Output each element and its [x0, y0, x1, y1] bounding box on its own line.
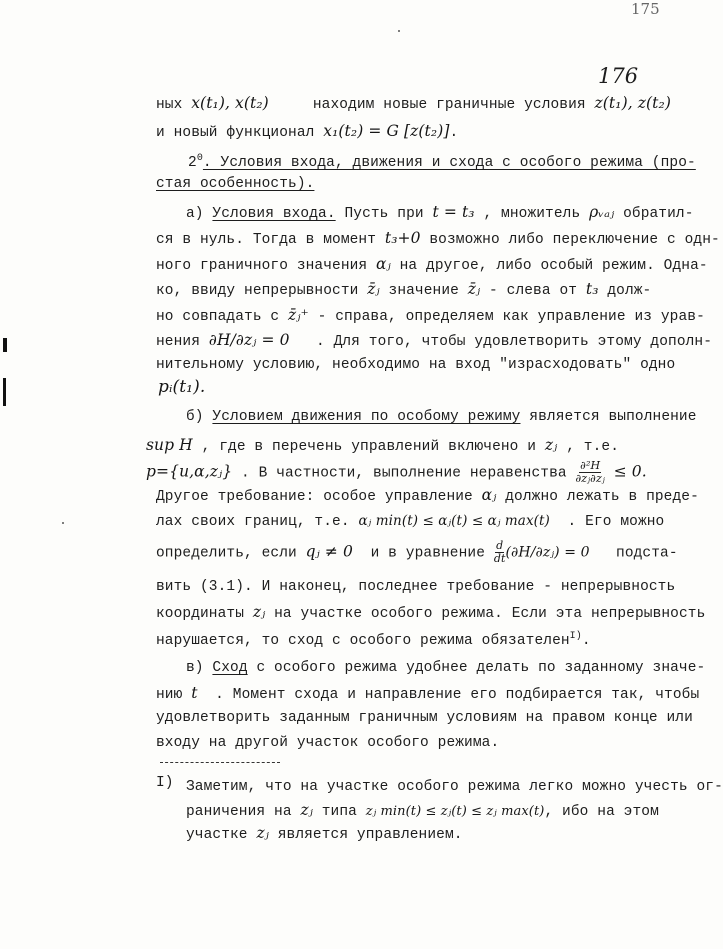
formula: z̄ⱼ⁺ — [288, 306, 309, 324]
formula: t₃+0 — [384, 229, 421, 247]
formula: zⱼ — [256, 824, 269, 842]
text-line: но совпадать с z̄ⱼ⁺ - справа, определяем как управление из урав- — [156, 306, 705, 325]
footnote-ref: I) — [569, 631, 582, 642]
formula: pᵢ(t₁). — [158, 377, 206, 397]
fraction: $\frac{\text{∂²H}}{\text{∂zⱼ∂zⱼ}}$ — [575, 459, 605, 485]
text-line: вить (3.1). И наконец, последнее требование - непрерывность — [156, 579, 676, 595]
margin-mark — [3, 338, 7, 352]
section-heading: $2^0$. Условия входа, движения и схода с особого режима (про- — [188, 153, 696, 171]
formula: zⱼ min(t) ≤ zⱼ(t) ≤ zⱼ max(t) — [365, 804, 545, 819]
footnote-rule — [160, 762, 280, 763]
text-line: координаты zⱼ на участке особого режима. Если эта непрерывность — [156, 603, 706, 622]
text-line: Другое требование: особое управление αⱼ должно лежать в преде- — [156, 486, 699, 505]
formula: zⱼ — [252, 603, 266, 621]
text-line: нию t . Момент схода и направление его подбирается так, чтобы — [156, 684, 700, 703]
text-line: лах своих границ, т.е. αⱼ min(t) ≤ αⱼ(t) ≤ αⱼ max(t) . Его можно — [156, 513, 665, 530]
section-heading: стая особенность). — [156, 176, 315, 192]
page-number: 176 — [598, 64, 639, 88]
formula: αⱼ — [376, 255, 391, 273]
footnote-line: раничения на zⱼ типа zⱼ min(t) ≤ zⱼ(t) ≤ zⱼ max(t), ибо на этом — [186, 801, 659, 820]
text-line: нительному условию, необходимо на вход "израсходовать" одно — [156, 357, 676, 373]
formula: p={u,α,zⱼ} — [146, 462, 233, 481]
text-line: ся в нуль. Тогда в момент t₃+0 возможно либо переключение с одн- — [156, 229, 720, 248]
formula: sup H — [146, 436, 193, 454]
paper-speck — [398, 30, 400, 32]
text-line: нарушается, то сход с особого режима обязателен$^{I)}$. — [156, 631, 591, 649]
text-line: а) Условия входа. Пусть при t = t₃ , множитель ρᵥₐⱼ обратил- — [186, 203, 694, 222]
text-line: ко, ввиду непрерывности z̄ⱼ значение z̄ⱼ - слева от t₃ долж- — [156, 280, 652, 299]
text-line: нения ∂H/∂zⱼ = 0 . Для того, чтобы удовлетворить этому дополн- — [156, 331, 713, 350]
text-line: sup H , где в перечень управлений включено и zⱼ , т.е. — [146, 436, 619, 455]
text-line: ных x(t₁), x(t₂) находим новые граничные условия z(t₁), z(t₂) — [156, 94, 671, 113]
text-line — [158, 378, 205, 398]
text-line: входу на другой участок особого режима. — [156, 735, 500, 751]
text-line: в) Сход с особого режима удобнее делать по заданному значе- — [186, 660, 706, 676]
formula: (∂H/∂zⱼ) = 0 — [505, 544, 590, 561]
text-line: б) Условием движения по особому режиму является выполнение — [186, 409, 697, 425]
formula: qⱼ ≠ 0 — [305, 542, 353, 561]
text-line: p={u,α,zⱼ} . В частности, выполнение неравенства $\frac{\text{∂²H}}{\text{∂zⱼ∂zⱼ}}$ ≤ 0. — [146, 459, 647, 485]
margin-mark — [3, 378, 6, 406]
formula: t — [191, 684, 198, 702]
formula: t₃ — [585, 280, 599, 298]
formula: z̄ⱼ — [367, 280, 380, 298]
text-line: определить, если qⱼ ≠ 0 и в уравнение $\frac{d}{dt}$ (∂H/∂zⱼ) = 0 подста- — [156, 539, 678, 565]
text-line: и новый функционал x₁(t₂) = G [z(t₂)]. — [156, 122, 459, 141]
formula: zⱼ — [300, 801, 313, 819]
archive-stamp: 175 — [631, 0, 660, 18]
formula: x(t₁), x(t₂) — [191, 94, 269, 112]
formula: x₁(t₂) = G [z(t₂)] — [323, 122, 450, 140]
formula: ≤ 0. — [613, 462, 647, 481]
formula: zⱼ — [544, 436, 558, 454]
formula: ∂H/∂zⱼ = 0 — [208, 331, 290, 349]
footnote-marker: I) — [156, 775, 174, 791]
text-line: ного граничного значения αⱼ на другое, либо особый режим. Однa- — [156, 255, 708, 274]
formula: z̄ⱼ — [467, 280, 481, 298]
fraction: $\frac{d}{dt}$ — [493, 539, 506, 565]
formula: αⱼ — [481, 486, 497, 504]
paper-speck — [62, 522, 64, 524]
footnote-line: Заметим, что на участке особого режима легко можно учесть ог- — [186, 779, 723, 795]
formula: t = t₃ — [432, 203, 475, 221]
formula: αⱼ min(t) ≤ αⱼ(t) ≤ αⱼ max(t) — [358, 513, 550, 529]
formula: z(t₁), z(t₂) — [594, 94, 671, 112]
footnote-line: участке zⱼ является управлением. — [186, 824, 463, 843]
formula: ρᵥₐⱼ — [589, 203, 615, 221]
text-line: удовлетворить заданным граничным условиям на правом конце или — [156, 710, 693, 726]
